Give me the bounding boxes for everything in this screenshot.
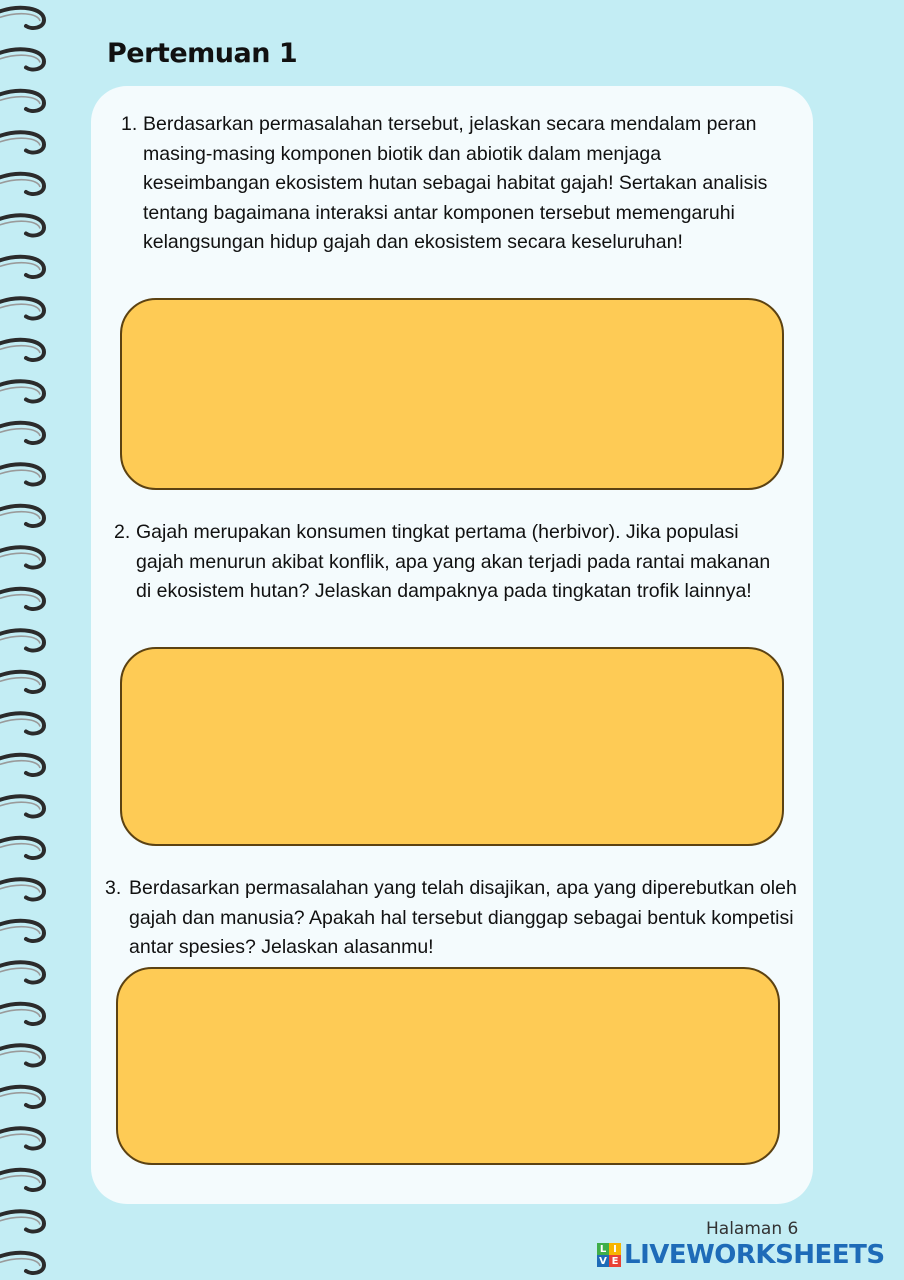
spiral-ring-highlight	[0, 1051, 40, 1058]
answer-box-2[interactable]	[120, 647, 784, 846]
question-number: 2.	[114, 521, 131, 543]
spiral-ring-highlight	[0, 636, 40, 643]
question-3	[105, 874, 807, 963]
spiral-ring-highlight	[0, 595, 40, 602]
spiral-ring-highlight	[0, 1259, 40, 1266]
spiral-ring-highlight	[0, 1010, 40, 1017]
spiral-binding	[0, 0, 60, 1280]
question-number: 1.	[121, 113, 138, 135]
liveworksheets-logo-icon: L I V E	[597, 1243, 621, 1267]
spiral-ring-highlight	[0, 761, 40, 768]
question-text: Berdasarkan permasalahan tersebut, jelaskan secara mendalam peran masing-masing komponen biotik dan abiotik dalam menjaga keseimbangan ekosistem hutan sebagai habitat gajah! Sertakan analisis tentang bagaimana interaksi antar komponen tersebut memengaruhi kelangsungan hidup gajah dan ekosistem secara keseluruhan!	[143, 113, 768, 254]
spiral-ring-highlight	[0, 719, 40, 726]
spiral-ring-highlight	[0, 1176, 40, 1183]
spiral-ring-highlight	[0, 55, 40, 62]
spiral-ring-highlight	[0, 885, 40, 892]
question-1	[121, 110, 786, 258]
spiral-ring-highlight	[0, 304, 40, 311]
question-text: Gajah merupakan konsumen tingkat pertama (herbivor). Jika populasi gajah menurun akibat konflik, apa yang akan terjadi pada rantai makanan di ekosistem hutan? Jelaskan dampaknya pada tingkatan trofik lainnya!	[136, 521, 771, 603]
spiral-ring-highlight	[0, 1134, 40, 1141]
question-number: 3.	[105, 877, 122, 899]
spiral-ring-highlight	[0, 387, 40, 394]
page-number: Halaman 6	[706, 1219, 799, 1239]
spiral-ring-highlight	[0, 512, 40, 519]
answer-box-1[interactable]	[120, 298, 784, 490]
spiral-ring-highlight	[0, 180, 40, 187]
liveworksheets-brand[interactable]	[597, 1239, 885, 1271]
answer-box-3[interactable]	[116, 967, 780, 1165]
spiral-ring-highlight	[0, 346, 40, 353]
spiral-ring-highlight	[0, 138, 40, 145]
spiral-ring-highlight	[0, 844, 40, 851]
spiral-ring-highlight	[0, 968, 40, 975]
question-text: Berdasarkan permasalahan yang telah disajikan, apa yang diperebutkan oleh gajah dan manusia? Apakah hal tersebut dianggap sebagai bentuk kompetisi antar spesies? Jelaskan alasanmu!	[129, 877, 797, 959]
spiral-ring-highlight	[0, 1217, 40, 1224]
spiral-ring-highlight	[0, 470, 40, 477]
page-title: Pertemuan 1	[107, 38, 298, 69]
spiral-ring-highlight	[0, 927, 40, 934]
spiral-ring-highlight	[0, 678, 40, 685]
spiral-ring-highlight	[0, 429, 40, 436]
question-2	[114, 518, 779, 607]
spiral-ring-highlight	[0, 221, 40, 228]
spiral-ring-highlight	[0, 553, 40, 560]
spiral-ring-highlight	[0, 802, 40, 809]
spiral-ring-highlight	[0, 97, 40, 104]
spiral-ring-highlight	[0, 14, 40, 21]
spiral-ring-highlight	[0, 263, 40, 270]
spiral-ring-highlight	[0, 1093, 40, 1100]
brand-name: LIVEWORKSHEETS	[624, 1240, 885, 1270]
